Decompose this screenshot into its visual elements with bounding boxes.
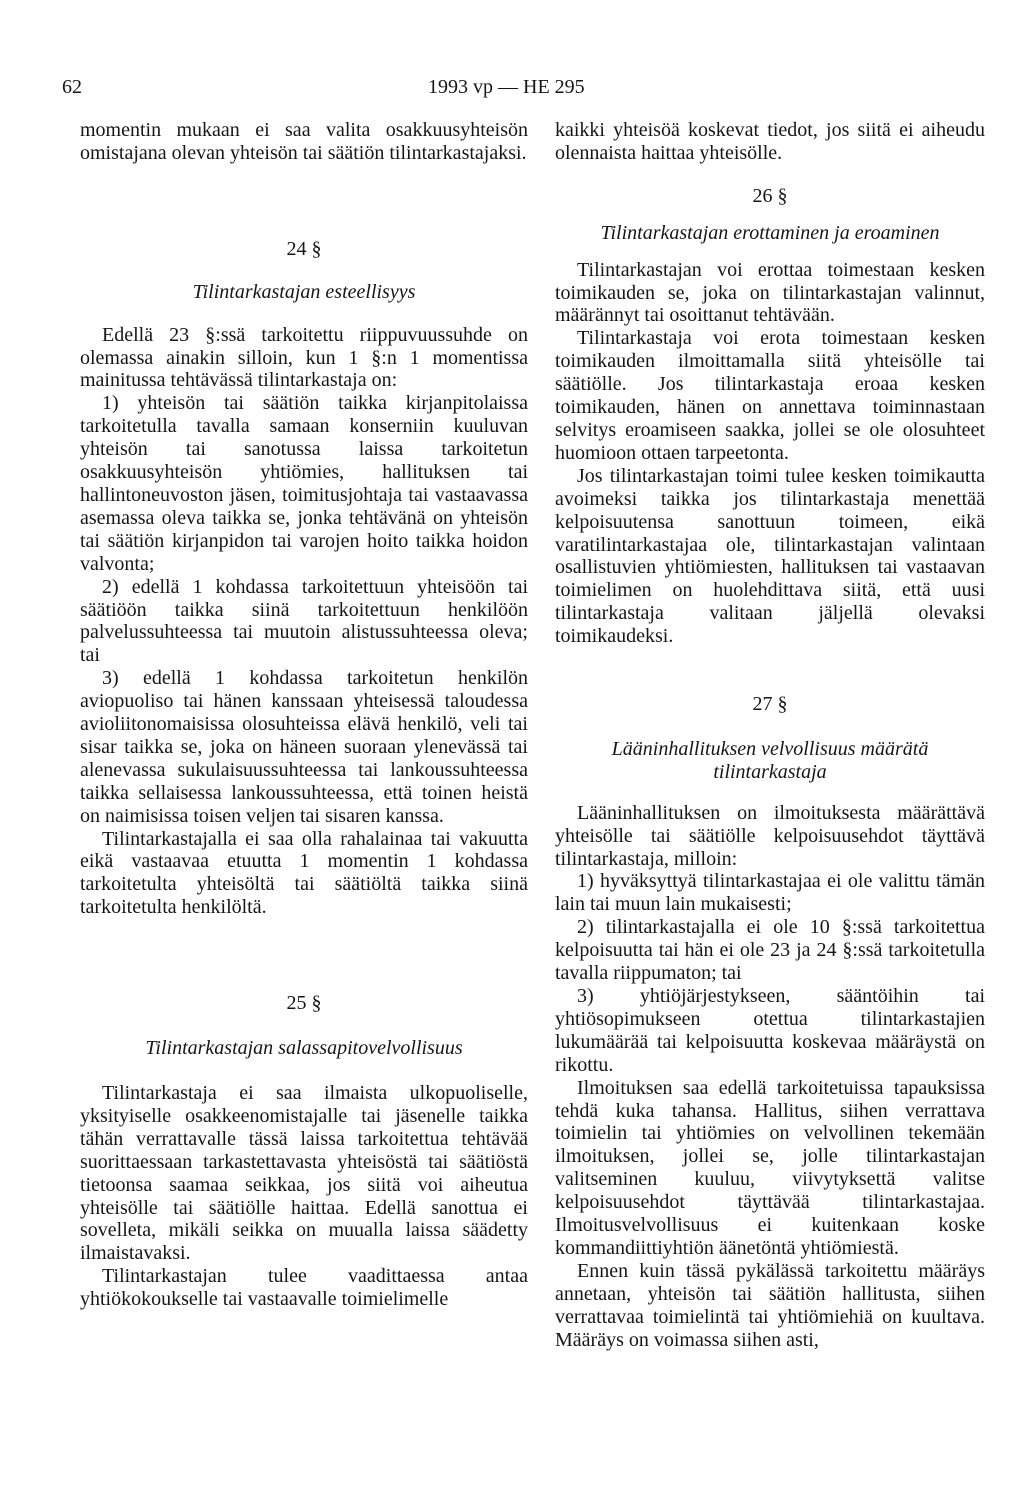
- section-27-paragraph-2: Ilmoituksen saa edellä tarkoitetuissa tapauksissa tehdä kuka tahansa. Hallitus, siihen verrattava toimielin tai yhtiömies on velvollinen tekemään ilmoituksen, jollei se, jolle tilintarkastajan valitseminen kuuluu, viivytyksettä valitse kelpoisuusehdot täyttävää tilintarkastajaa. Ilmoitusvelvollisuus ei kuitenkaan koske kommandiittiyhtiön äänetöntä yhtiömiestä.: [555, 1076, 985, 1259]
- right-column: [555, 119, 985, 1352]
- section-26-number: 26 §: [752, 184, 788, 207]
- section-24-title: Tilintarkastajan esteellisyys: [192, 280, 416, 303]
- section-24-number: 24 §: [286, 237, 322, 260]
- section-26-paragraph-2: Tilintarkastaja voi erota toimestaan kesken toimikauden ilmoittamalla siitä yhteisölle tai säätiölle. Jos tilintarkastaja eroaa kesken toimikauden, hänen on annettava toiminnastaan selvitys eroamiseen saakka, jollei se ole olosuhteet huomioon ottaen tarpeetonta.: [555, 327, 985, 464]
- section-27-title: Lääninhallituksen velvollisuus määrätä tilintarkastaja: [611, 737, 929, 783]
- section-24-paragraph-1: Edellä 23 §:ssä tarkoitettu riippuvuussuhde on olemassa ainakin silloin, kun 1 §:n 1 momentissa mainitussa tehtävässä tilintarkastaja on:: [80, 323, 528, 392]
- section-27-item-3: 3) yhtiöjärjestykseen, sääntöihin tai yhtiösopimukseen otettua tilintarkastajien lukumäärää tai kelpoisuutta koskevaa määräystä on rikottu.: [555, 985, 985, 1076]
- section-26-paragraph-1: Tilintarkastajan voi erottaa toimestaan kesken toimikauden se, joka on tilintarkastajan valinnut, määrännyt tai osoittanut tehtävään.: [555, 258, 985, 327]
- left-column: [80, 119, 528, 1311]
- page-number: 62: [62, 76, 82, 98]
- section-26-title: Tilintarkastajan erottaminen ja eroaminen: [600, 221, 940, 244]
- section-24-item-3: 3) edellä 1 kohdassa tarkoitetun henkilön aviopuoliso tai hänen kanssaan yhteisessä taloudessa avioliitonomaisissa olosuhteissa elävä henkilö, veli tai sisar taikka se, joka on häneen suoraan ylenevässä tai alenevassa sukulaisuussuhteessa tai lankoussuhteessa taikka sellaisessa lankoussuhteessa, että toinen heistä on naimisissa toisen veljen tai sisaren kanssa.: [80, 667, 528, 827]
- continued-paragraph: momentin mukaan ei saa valita osakkuusyhteisön omistajana olevan yhteisön tai säätiön tilintarkastajaksi.: [80, 119, 528, 164]
- section-25-paragraph-1: Tilintarkastaja ei saa ilmaista ulkopuoliselle, yksityiselle osakkeenomistajalle tai jäsenelle taikka tähän verrattavalle tässä laissa tarkoitettua tehtävää suorittaessaan tarkastettavasta yhteisöstä tai säätiöstä tietoonsa saamaa seikkaa, jos siitä voi aiheutua yhteisölle tai säätiölle haittaa. Edellä sanottua ei sovelleta, mikäli seikka on muualla laissa säädetty ilmaistavaksi.: [80, 1082, 528, 1265]
- section-27-paragraph-3: Ennen kuin tässä pykälässä tarkoitettu määräys annetaan, yhteisön tai säätiön hallitusta, siihen verrattavaa toimielintä tai yhtiömiehiä on kuultava. Määräys on voimassa siihen asti,: [555, 1259, 985, 1351]
- section-24-item-2: 2) edellä 1 kohdassa tarkoitettuun yhteisöön tai säätiöön taikka siinä tarkoitettuun henkilöön palvelussuhteessa tai muutoin alistussuhteessa oleva; tai: [80, 575, 528, 667]
- section-25-title: Tilintarkastajan salassapitovelvollisuus: [145, 1037, 463, 1060]
- section-27-paragraph-1: Lääninhallituksen on ilmoituksesta määrättävä yhteisölle tai säätiölle kelpoisuusehdot täyttävä tilintarkastaja, milloin:: [555, 801, 985, 870]
- section-25-number: 25 §: [286, 992, 322, 1015]
- section-24-item-1: 1) yhteisön tai säätiön taikka kirjanpitolaissa tarkoitetulla tavalla samaan konserniin kuuluvan yhteisön tai sanotussa laissa tarkoitetun osakkuusyhteisön yhtiömies, hallituksen tai hallintoneuvoston jäsen, toimitusjohtaja tai vastaavassa asemassa oleva taikka se, jonka tehtävänä on yhteisön tai säätiön kirjanpidon tai varojen hoito taikka hoidon valvonta;: [80, 392, 528, 575]
- section-24-paragraph-2: Tilintarkastajalla ei saa olla rahalainaa tai vakuutta eikä vastaavaa etuutta 1 momentin 1 kohdassa tarkoitetulta yhteisöltä tai säätiöltä taikka siinä tarkoitetulta henkilöltä.: [80, 827, 528, 919]
- document-reference: 1993 vp — HE 295: [428, 76, 585, 98]
- section-27-item-1: 1) hyväksyttyä tilintarkastajaa ei ole valittu tämän lain tai muun lain mukaisesti;: [555, 870, 985, 916]
- section-25-paragraph-2: Tilintarkastajan tulee vaadittaessa antaa yhtiökokoukselle tai vastaavalle toimielimelle: [80, 1265, 528, 1311]
- page-header: [62, 72, 962, 102]
- continued-paragraph: kaikki yhteisöä koskevat tiedot, jos siitä ei aiheudu olennaista haittaa yhteisölle.: [555, 119, 985, 164]
- section-27-item-2: 2) tilintarkastajalla ei ole 10 §:ssä tarkoitettua kelpoisuutta tai hän ei ole 23 ja 24 §:ssä tarkoitetulla tavalla riippumaton; tai: [555, 916, 985, 985]
- section-26-paragraph-3: Jos tilintarkastajan toimi tulee kesken toimikautta avoimeksi taikka jos tilintarkastaja menettää kelpoisuutensa sanottuun toimeen, eikä varatilintarkastajaa ole, tilintarkastajan valintaan osallistuvien yhtiömiesten, hallituksen tai vastaavan toimielimen on huolehdittava siitä, että uusi tilintarkastaja valitaan jäljellä olevaksi toimikaudeksi.: [555, 464, 985, 648]
- section-27-number: 27 §: [752, 693, 788, 716]
